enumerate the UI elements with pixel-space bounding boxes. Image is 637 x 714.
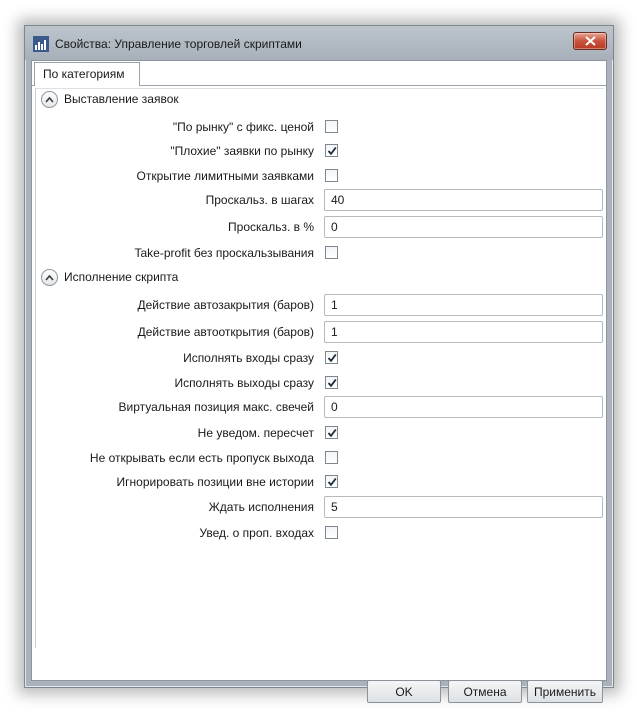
property-label: Виртуальная позиция макс. свечей [118,400,314,414]
property-checkbox[interactable] [325,526,338,539]
property-label: Открытие лимитными заявками [136,168,314,183]
property-row [36,497,604,519]
property-checkbox[interactable] [325,120,338,133]
category-header [41,268,178,286]
checkmark-icon [327,146,337,156]
property-row [36,190,604,212]
tab-strip [32,61,606,85]
property-label: Игнорировать позиции вне истории [116,475,314,490]
property-label: Увед. о проп. входах [199,526,314,540]
ok-button[interactable]: OK [367,680,441,703]
property-row [36,423,604,445]
cancel-button[interactable]: Отмена [448,680,522,703]
collapse-icon[interactable] [41,269,58,286]
property-checkbox[interactable] [325,144,338,157]
checkmark-icon [327,353,337,363]
property-row [36,166,604,188]
window-title: Свойства: Управление торговлей скриптами [55,37,302,51]
property-row [36,295,604,317]
property-row [36,397,604,419]
property-input[interactable] [324,496,603,518]
property-grid [35,88,604,648]
category-title: Исполнение скрипта [64,270,179,285]
property-row [36,348,604,370]
property-label: Не уведом. пересчет [197,426,314,441]
property-row [36,117,604,139]
property-label: "По рынку" с фикс. ценой [172,120,314,134]
property-label: Проскальз. в % [228,219,314,234]
property-checkbox[interactable] [325,475,338,488]
bar-chart-icon [33,36,49,52]
category-header [41,90,179,108]
checkmark-icon [327,378,337,388]
properties-dialog [24,25,614,699]
property-checkbox[interactable] [325,169,338,182]
property-row [36,322,604,344]
property-label: Исполнять входы сразу [183,351,314,366]
property-label: Не открывать если есть пропуск выхода [89,450,314,465]
property-checkbox[interactable] [325,246,338,259]
property-label: Действие автозакрытия (баров) [137,298,314,313]
property-input[interactable] [324,189,603,211]
dialog-body [31,60,607,699]
property-row [36,523,604,545]
property-row [36,217,604,239]
property-label: Проскальз. в шагах [205,193,314,208]
title-bar[interactable] [25,26,613,60]
property-label: Действие автооткрытия (баров) [137,324,314,339]
property-input[interactable] [324,216,603,238]
property-row [36,141,604,163]
category-title: Выставление заявок [64,92,179,106]
property-checkbox[interactable] [325,426,338,439]
property-row [36,472,604,494]
property-label: Ждать исполнения [208,499,314,514]
checkmark-icon [327,477,337,487]
checkmark-icon [327,428,337,438]
property-label: Take-profit без проскальзывания [134,246,314,260]
property-input[interactable] [324,294,603,316]
property-input[interactable] [324,396,603,418]
close-icon [585,36,596,46]
property-checkbox[interactable] [325,451,338,464]
tab-by-category[interactable]: По категориям [34,62,140,86]
property-row [36,243,604,265]
apply-button[interactable]: Применить [527,680,603,703]
property-row [36,373,604,395]
close-button[interactable] [573,32,607,50]
property-row [36,448,604,470]
property-checkbox[interactable] [325,376,338,389]
collapse-icon[interactable] [41,91,58,108]
property-checkbox[interactable] [325,351,338,364]
property-input[interactable] [324,321,603,343]
property-label: Исполнять выходы сразу [174,375,314,390]
property-label: "Плохие" заявки по рынку [170,144,314,159]
